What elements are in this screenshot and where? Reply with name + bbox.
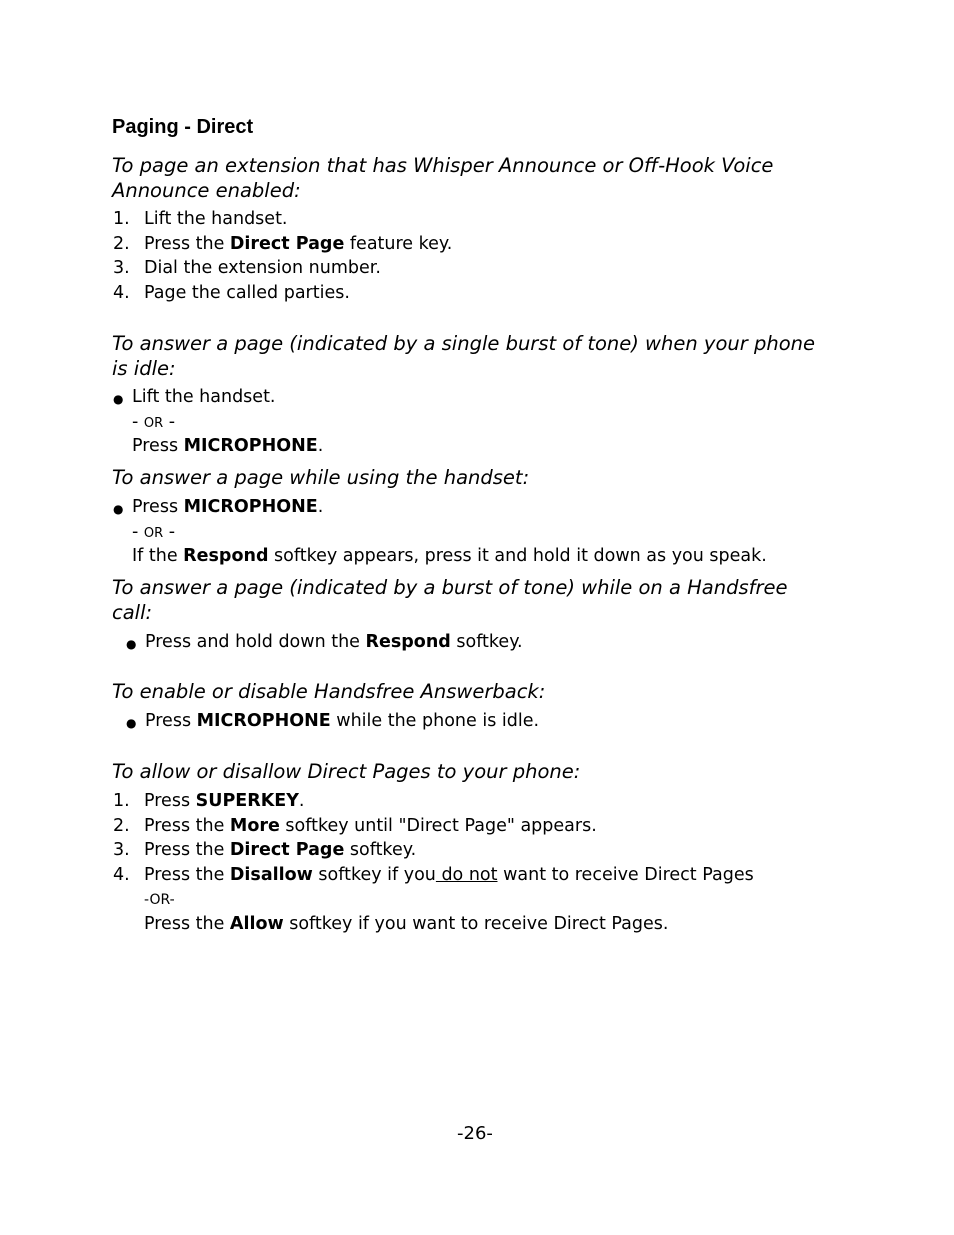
- list-text: feature key.: [344, 234, 453, 254]
- intro-answer-handset: To answer a page while using the handset:: [112, 466, 530, 489]
- intro-handsfree-answerback: To enable or disable Handsfree Answerback:: [112, 680, 546, 703]
- list-text: Lift the handset.: [144, 209, 288, 229]
- emphasis-underline: do not: [435, 865, 498, 885]
- intro-direct-pages: To allow or disallow Direct Pages to your phone:: [112, 760, 581, 783]
- intro-answer-idle: To answer a page (indicated by a single burst of tone) when your phone is idle:: [112, 332, 815, 380]
- list-text: Page the called parties.: [144, 283, 350, 303]
- bullet-icon: ●: [126, 716, 137, 730]
- section-heading: Paging - Direct: [112, 116, 254, 138]
- list-text: Press MICROPHONE.: [132, 497, 324, 517]
- list-number: 3.: [113, 258, 130, 278]
- list-text: Press the: [144, 234, 230, 254]
- list-number: 3.: [113, 840, 130, 860]
- list-number: 2.: [113, 234, 130, 254]
- bullet-icon: ●: [126, 637, 137, 651]
- list-text: Press the Allow softkey if you want to receive Direct Pages.: [144, 914, 669, 934]
- bullet-icon: ●: [113, 392, 124, 406]
- bullet-icon: ●: [113, 502, 124, 516]
- list-number: 2.: [113, 816, 130, 836]
- list-number: 4.: [113, 865, 130, 885]
- document-page: Paging - Direct To page an extension that has Whisper Announce or Off-Hook Voice Announce enabled: 1. Lift the handset. 2. Press the Direct Page feature key. 3. Dial the extension number. 4. Page the called parties. To answer a page (indicated by a single burst of tone) when your phone is idle: ● Lift the handset. - OR - Press MICROPHONE. To answer a page while using the handset: ● Press MICROPHONE. - OR - If the Respond softkey appears, press it and hold it down as you speak. To answer a page (indicated by a burst of tone) while on a Handsfree call: ● Press and hold down the Respond softkey. To enable or disable Handsfree Answerback: ● Press MICROPHONE while the phone is idle. To allow or disallow Direct Pages to your phone: 1. Press SUPERKEY. 2. Press the More softkey until "Direct Page" appears. 3. Press the Direct Page softkey. 4. Press the Disallow softkey if you do not want to receive Direct Pages -OR- Press the Allow softkey if you want to receive Direct Pages. -26-: [0, 0, 954, 1235]
- intro-whisper-announce: To page an extension that has Whisper Announce or Off-Hook Voice Announce enabled:: [112, 154, 774, 202]
- or-separator: - OR -: [132, 522, 176, 542]
- list-text: Press MICROPHONE.: [132, 436, 324, 456]
- list-number: 4.: [113, 283, 130, 303]
- page-number: -26-: [457, 1123, 493, 1144]
- list-text: Lift the handset.: [132, 387, 276, 407]
- or-separator: -OR-: [144, 892, 175, 908]
- list-number: 1.: [113, 791, 130, 811]
- intro-answer-handsfree: To answer a page (indicated by a burst of tone) while on a Handsfree call:: [112, 576, 788, 624]
- list-number: 1.: [113, 209, 130, 229]
- list-bold: Direct Page: [229, 234, 345, 254]
- list-text: Press MICROPHONE while the phone is idle.: [145, 711, 540, 731]
- list-text: Press and hold down the Respond softkey.: [145, 632, 523, 652]
- list-text: Dial the extension number.: [144, 258, 381, 278]
- or-separator: - OR -: [132, 412, 176, 432]
- list-text: If the Respond softkey appears, press it and hold it down as you speak.: [132, 546, 767, 566]
